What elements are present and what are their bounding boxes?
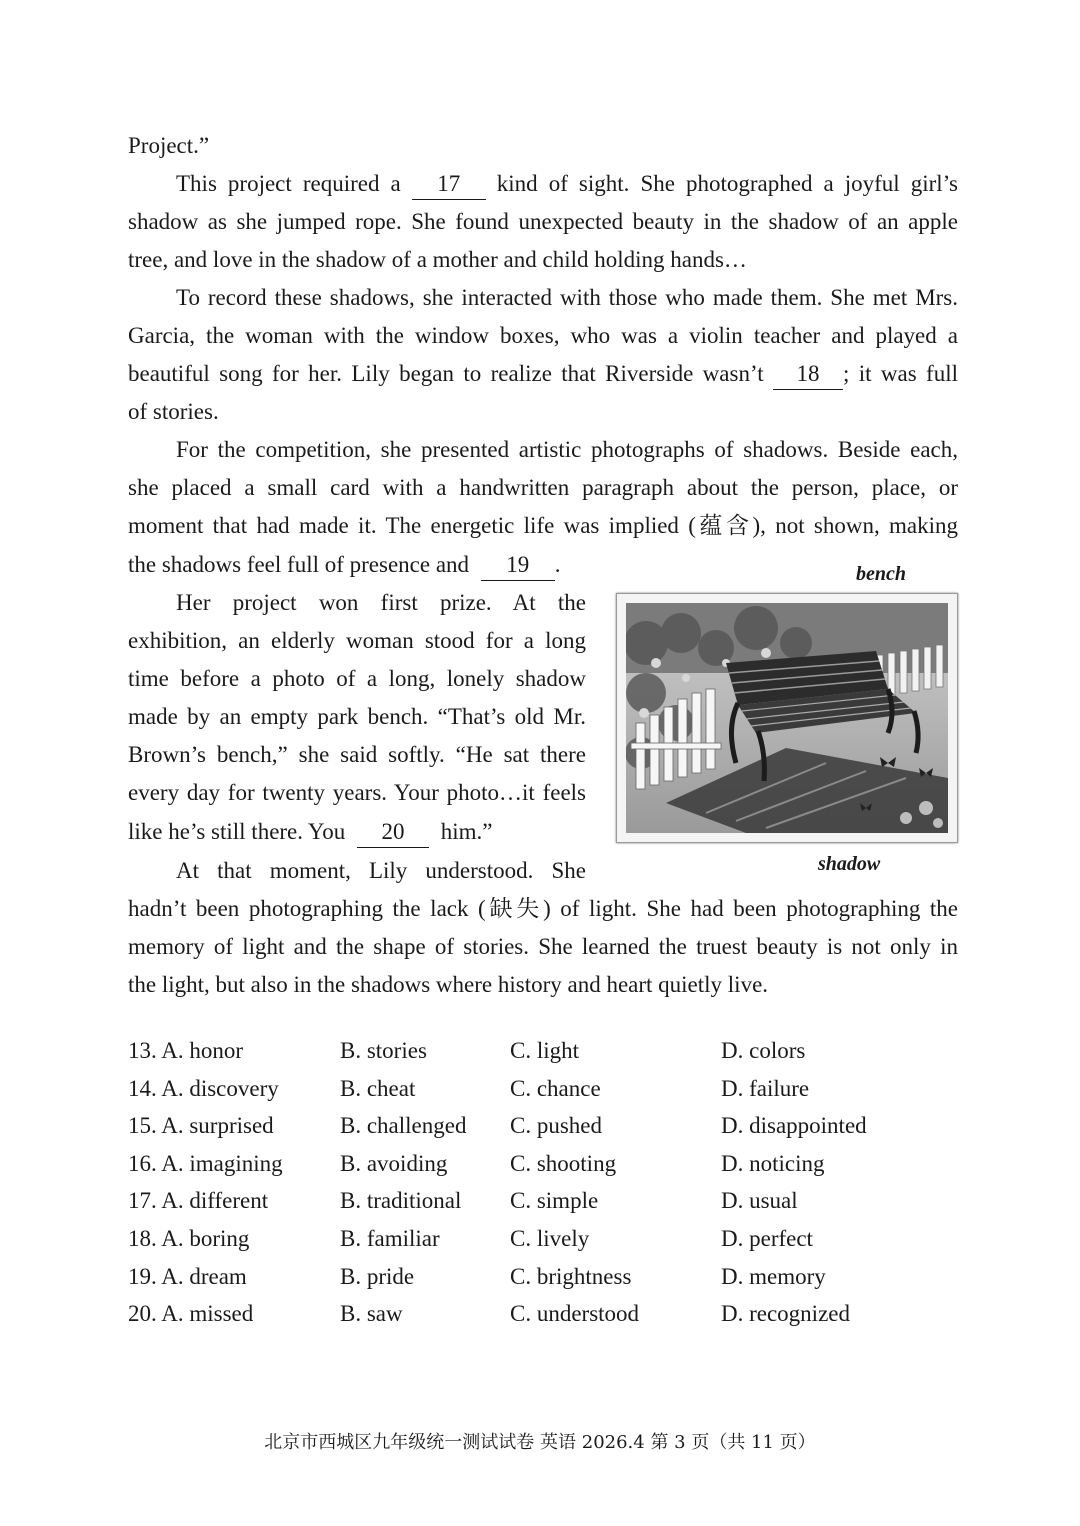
passage-line [128, 546, 958, 584]
option-d: D. noticing [721, 1150, 825, 1176]
blank-20: 20 [357, 817, 429, 848]
passage-line [128, 813, 586, 851]
figure-label-bench: bench [856, 563, 906, 585]
passage-line [176, 165, 958, 203]
option-a: 20. A. missed [128, 1301, 254, 1327]
passage-line: Garcia, the woman with the window boxes, who was a violin teacher and played a [128, 323, 958, 348]
line-text: ; it was full [842, 361, 958, 386]
page-footer: 北京市西城区九年级统一测试试卷 英语 2026.4 第 3 页（共 11 页） [264, 1432, 816, 1453]
option-b: B. stories [340, 1038, 427, 1063]
option-row [128, 1258, 958, 1296]
blank-19: 19 [481, 550, 555, 581]
bench-illustration [626, 603, 948, 833]
passage-line: To record these shadows, she interacted with those who made them. She met Mrs. [176, 285, 958, 310]
passage-line: the light, but also in the shadows where history and heart quietly live. [128, 972, 769, 997]
option-row [128, 1032, 958, 1070]
passage-line: she placed a small card with a handwritten paragraph about the person, place, or [128, 475, 958, 500]
option-c: C. chance [510, 1075, 601, 1101]
option-b: B. avoiding [340, 1150, 448, 1176]
option-c: C. simple [510, 1188, 599, 1214]
passage-line: For the competition, she presented artistic photographs of shadows. Beside each, [176, 437, 958, 462]
option-d: D. memory [721, 1263, 826, 1289]
option-c: C. shooting [510, 1150, 617, 1176]
option-d: D. colors [721, 1038, 806, 1063]
passage-line: made by an empty park bench. “That’s old Mr. [128, 704, 586, 729]
option-b: B. saw [340, 1301, 403, 1327]
option-c: C. understood [510, 1301, 640, 1327]
passage-line: Brown’s bench,” she said softly. “He sat there [128, 742, 586, 767]
option-row [128, 1295, 958, 1333]
blank-17: 17 [412, 169, 486, 200]
line-text: him.” [440, 819, 493, 844]
option-c: C. pushed [510, 1113, 602, 1139]
line-text: the shadows feel full of presence and [128, 552, 470, 577]
option-a: 17. A. different [128, 1188, 269, 1214]
passage-line: every day for twenty years. Your photo…it feels [128, 780, 586, 805]
line-text: kind of sight. She photographed a joyful girl’s [496, 171, 958, 196]
option-c: C. light [510, 1038, 580, 1063]
line-text: beautiful song for her. Lily began to realize that Riverside wasn’t [128, 361, 764, 386]
passage-line: hadn’t been photographing the lack (缺失) of light. She had been photographing the [128, 896, 958, 921]
passage-line: Project.” [128, 133, 210, 158]
option-a: 18. A. boring [128, 1226, 250, 1251]
option-a: 15. A. surprised [128, 1113, 274, 1139]
option-b: B. familiar [340, 1226, 440, 1251]
option-d: D. disappointed [721, 1113, 867, 1139]
figure-label-shadow: shadow [818, 853, 881, 875]
passage-line: of stories. [128, 399, 219, 424]
passage-line: time before a photo of a long, lonely shadow [128, 666, 586, 691]
option-b: B. cheat [340, 1075, 416, 1101]
option-b: B. challenged [340, 1113, 467, 1139]
blank-18: 18 [773, 359, 843, 390]
option-b: B. pride [340, 1263, 415, 1289]
option-a: 16. A. imagining [128, 1150, 283, 1176]
passage-line: shadow as she jumped rope. She found unexpected beauty in the shadow of an apple [128, 209, 958, 234]
option-row [128, 1220, 958, 1258]
option-a: 13. A. honor [128, 1038, 243, 1063]
option-a: 19. A. dream [128, 1263, 247, 1289]
option-row [128, 1070, 958, 1108]
option-d: D. perfect [721, 1226, 813, 1251]
option-row [128, 1107, 958, 1145]
passage-line: exhibition, an elderly woman stood for a long [128, 628, 586, 653]
passage-line [128, 355, 958, 393]
line-text: This project required a [176, 171, 401, 196]
passage-line: memory of light and the shape of stories. She learned the truest beauty is not only in [128, 934, 958, 959]
option-d: D. usual [721, 1188, 798, 1214]
option-b: B. traditional [340, 1188, 462, 1214]
option-row [128, 1145, 958, 1183]
line-text: . [554, 552, 561, 577]
option-c: C. lively [510, 1226, 590, 1251]
line-text: like he’s still there. You [128, 819, 346, 844]
option-a: 14. A. discovery [128, 1075, 279, 1101]
passage-line: At that moment, Lily understood. She [176, 858, 586, 883]
passage-line: tree, and love in the shadow of a mother and child holding hands… [128, 247, 747, 272]
option-d: D. failure [721, 1075, 810, 1101]
option-c: C. brightness [510, 1263, 632, 1289]
bench-photo [616, 593, 958, 843]
option-row [128, 1182, 958, 1220]
option-d: D. recognized [721, 1301, 850, 1327]
passage-line: moment that had made it. The energetic life was implied (蕴含), not shown, making [128, 513, 958, 538]
passage-line: Her project won first prize. At the [176, 590, 586, 615]
